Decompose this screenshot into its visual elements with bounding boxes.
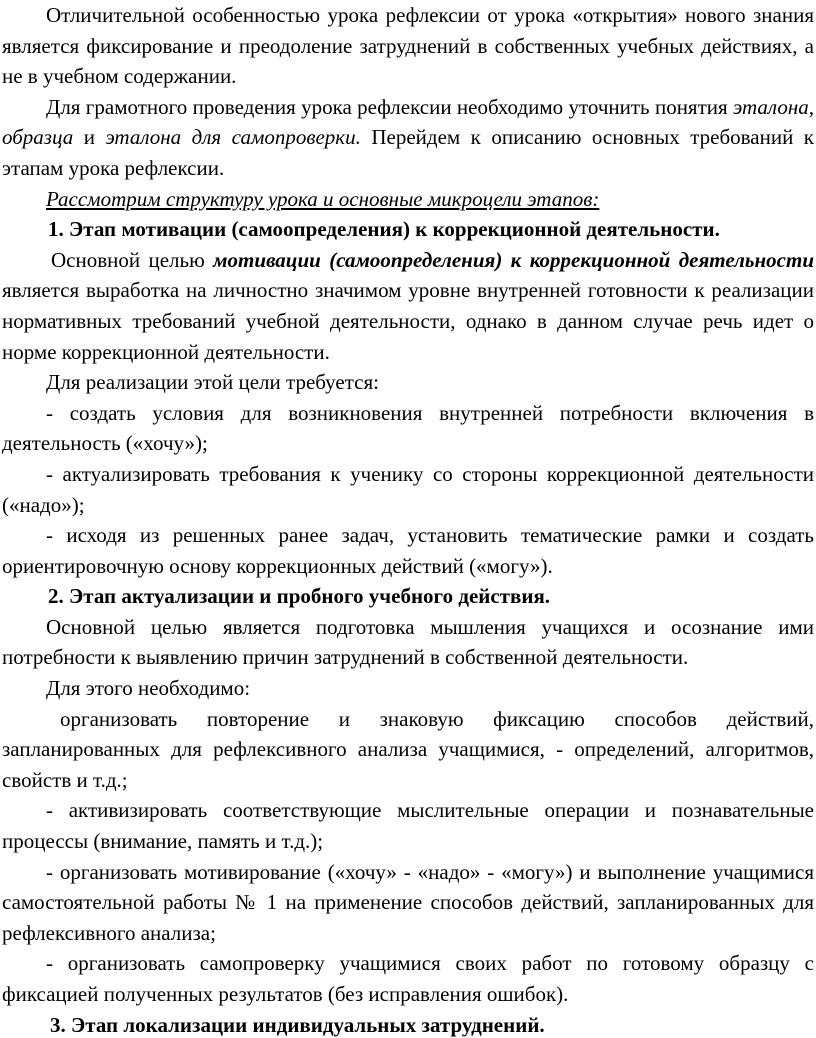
stage2-item-text: организовать мотивирование («хочу» - «надо» - «могу») и выполнение учащимися самостоятельной работы № 1 на применение способов действий, запланированных для рефлексивного анализа; xyxy=(2,859,814,945)
stage1-item-text: исходя из решенных ранее задач, установить тематические рамки и создать ориентировочную основу коррекционных действий («могу»). xyxy=(2,523,814,578)
stage2-goal-text: Основной целью является подготовка мышления учащихся и осознание ими потребности к выявлению причин затруднений в собственной деятельности. xyxy=(2,614,814,670)
concept-etalon-sample: эталона, образца xyxy=(2,94,814,150)
stage2-list-item xyxy=(2,704,814,796)
list-dash: - xyxy=(46,461,53,486)
stage3-heading xyxy=(2,1010,814,1038)
stage1-item-text: актуализировать требования к ученику со стороны коррекционной деятельности («надо»); xyxy=(2,461,814,517)
list-dash: - xyxy=(46,798,53,823)
stage2-requires-text: Для этого необходимо: xyxy=(46,676,251,701)
stage2-list-item xyxy=(2,857,814,949)
stage2-heading xyxy=(2,581,814,612)
stage1-goal-start: Основной целью xyxy=(51,247,214,272)
stage2-item-text: организовать повторение и знаковую фиксацию способов действий, запланированных для рефлексивного анализа учащимися, - определений, алгоритмов, свойств и т.д.; xyxy=(2,706,814,792)
intro-text: Отличительной особенностью урока рефлексии от урока «открытия» нового знания является фиксирование и преодоление затруднений в собственных учебных действиях, а не в учебном содержании. xyxy=(2,3,814,89)
stage1-list-item xyxy=(2,459,814,520)
concepts-paragraph xyxy=(2,92,814,184)
list-dash: - xyxy=(46,951,53,976)
stage1-goal-paragraph xyxy=(2,245,814,367)
stage1-heading-text: 1. Этап мотивации (самоопределения) к коррекционной деятельности. xyxy=(48,217,720,242)
structure-intro xyxy=(2,184,814,215)
stage2-list-item xyxy=(2,795,814,856)
stage2-list-item xyxy=(2,948,814,1009)
stage2-goal-paragraph xyxy=(2,612,814,673)
stage1-goal-end: является выработка на личностно значимом уровне внутренней готовности к реализации нормативных требований учебной деятельности, однако в данном случае речь идет о норме коррекционной деятельности. xyxy=(2,278,814,364)
stage1-goal-term: мотивации (самоопределения) к коррекционной деятельности xyxy=(213,247,814,272)
stage2-item-text: организовать самопроверку учащимися своих работ по готовому образцу с фиксацией полученных результатов (без исправления ошибок). xyxy=(2,951,814,1006)
stage2-requires xyxy=(2,673,814,704)
intro-paragraph xyxy=(2,0,814,92)
concepts-text-start: Для грамотного проведения урока рефлексии необходимо уточнить понятия xyxy=(46,94,733,119)
stage1-requires-text: Для реализации этой цели требуется: xyxy=(46,370,379,395)
stage1-requires xyxy=(2,367,814,398)
stage1-item-text: создать условия для возникновения внутренней потребности включения в деятельность («хочу»); xyxy=(2,400,814,456)
stage2-item-text: активизировать соответствующие мыслительные операции и познавательные процессы (внимание, память и т.д.); xyxy=(2,798,814,854)
concepts-text-end: Перейдем к описанию основных требований к этапам урока рефлексии. xyxy=(2,125,814,180)
stage2-heading-text: 2. Этап актуализации и пробного учебного действия. xyxy=(48,584,551,609)
stage1-heading xyxy=(2,214,814,245)
list-dash: - xyxy=(46,400,53,425)
structure-intro-text: Рассмотрим структуру урока и основные микроцели этапов: xyxy=(46,186,600,211)
stage1-list-item xyxy=(2,398,814,459)
stage1-list-item xyxy=(2,520,814,581)
list-dash: - xyxy=(46,523,53,548)
stage3-heading-text: 3. Этап локализации индивидуальных затруднений. xyxy=(50,1012,545,1037)
list-dash: - xyxy=(46,859,53,884)
concepts-text-and: и xyxy=(73,125,106,150)
concept-self-check-etalon: эталона для самопроверки. xyxy=(105,125,361,150)
